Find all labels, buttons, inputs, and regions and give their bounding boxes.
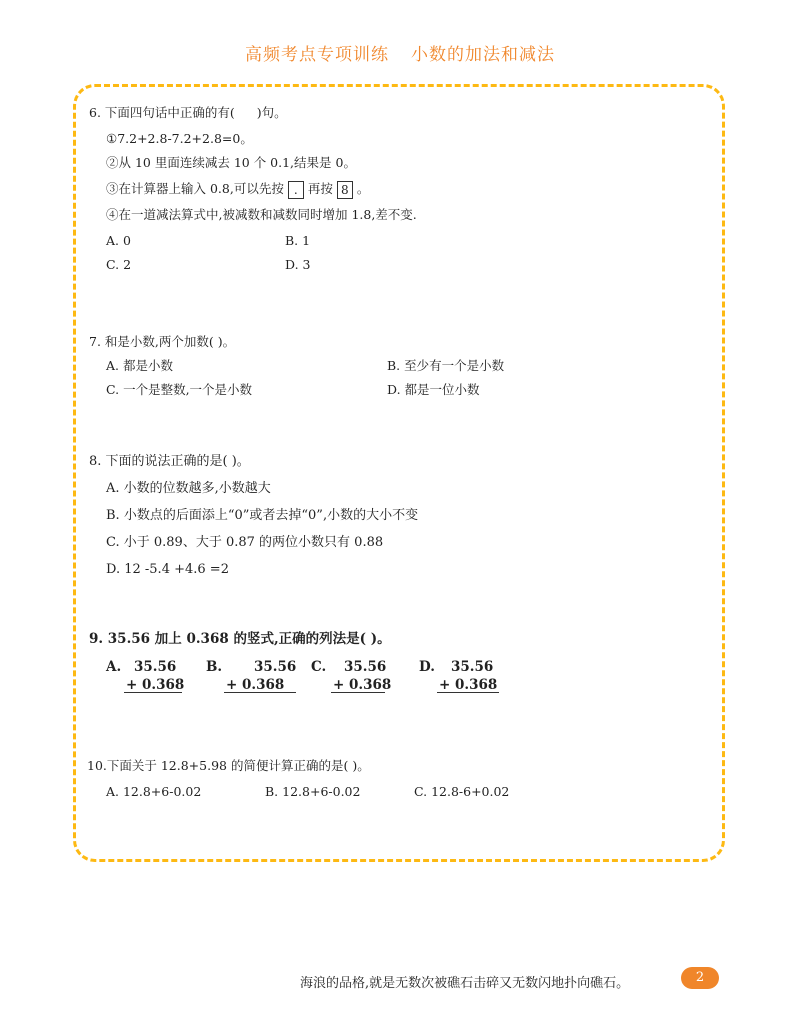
q6-option-a: A. 0 [106,233,131,248]
q7-stem: 7. 和是小数,两个加数( )。 [89,334,236,349]
q7-option-a: A. 都是小数 [106,358,173,373]
q6-statement-4: ④在一道减法算式中,被减数和减数同时增加 1.8,差不变. [106,207,417,222]
q10-stem: 10.下面关于 12.8+5.98 的简便计算正确的是( )。 [87,758,370,773]
q8-stem: 8. 下面的说法正确的是( )。 [89,454,250,469]
q7-option-b: B. 至少有一个是小数 [387,358,505,373]
q10-option-a: A. 12.8+6-0.02 [106,784,202,799]
q9-stem: 9. 35.56 加上 0.368 的竖式,正确的列法是( )。 [89,631,391,647]
header-topic: 小数的加法和减法 [411,45,555,65]
question-8 [89,449,649,582]
q7-option-d: D. 都是一位小数 [387,382,480,397]
q8-option-d: D. 12 -5.4 +4.6 =2 [106,562,229,577]
sum-line [124,692,182,693]
sum-line [331,692,385,693]
q10-option-c: C. 12.8-6+0.02 [414,784,510,799]
q9-option-d: D. 35.56 + 0.368 [419,659,498,693]
question-6 [89,102,649,278]
q9-option-c: C. 35.56 + 0.368 [311,659,392,693]
q6-option-c: C. 2 [106,257,132,272]
q8-option-a: A. 小数的位数越多,小数越大 [106,481,271,496]
page-header [0,40,800,65]
sum-line [224,692,296,693]
page-number-badge: 2 [681,967,719,989]
q10-option-b: B. 12.8+6-0.02 [265,784,361,799]
calculator-key-8: 8 [337,181,353,199]
q6-statement-1: ①7.2+2.8-7.2+2.8=0。 [106,131,253,146]
question-9 [89,628,649,718]
header-series: 高频考点专项训练 [245,45,389,65]
calculator-key-dot: . [288,181,304,199]
q7-option-c: C. 一个是整数,一个是小数 [106,382,253,397]
q6-stem: 6. 下面四句话中正确的有( )句。 [89,105,287,120]
q9-option-b: B. 35.56 + 0.368 [206,659,297,693]
q6-statement-3: ③在计算器上输入 0.8,可以先按 . 再按 8 。 [106,181,370,197]
sum-line [437,692,499,693]
q6-option-d: D. 3 [285,257,311,272]
question-10 [89,755,649,805]
q8-option-b: B. 小数点的后面添上“0”或者去掉“0”,小数的大小不变 [106,508,419,523]
q8-option-c: C. 小于 0.89、大于 0.87 的两位小数只有 0.88 [106,535,384,550]
question-7 [89,331,649,403]
footer-motto: 海浪的品格,就是无数次被礁石击碎又无数闪地扑向礁石。 [300,976,630,991]
q6-option-b: B. 1 [285,233,311,248]
q9-option-a: A. 35.56 + 0.368 [106,659,185,693]
q6-statement-2: ②从 10 里面连续减去 10 个 0.1,结果是 0。 [106,155,356,170]
